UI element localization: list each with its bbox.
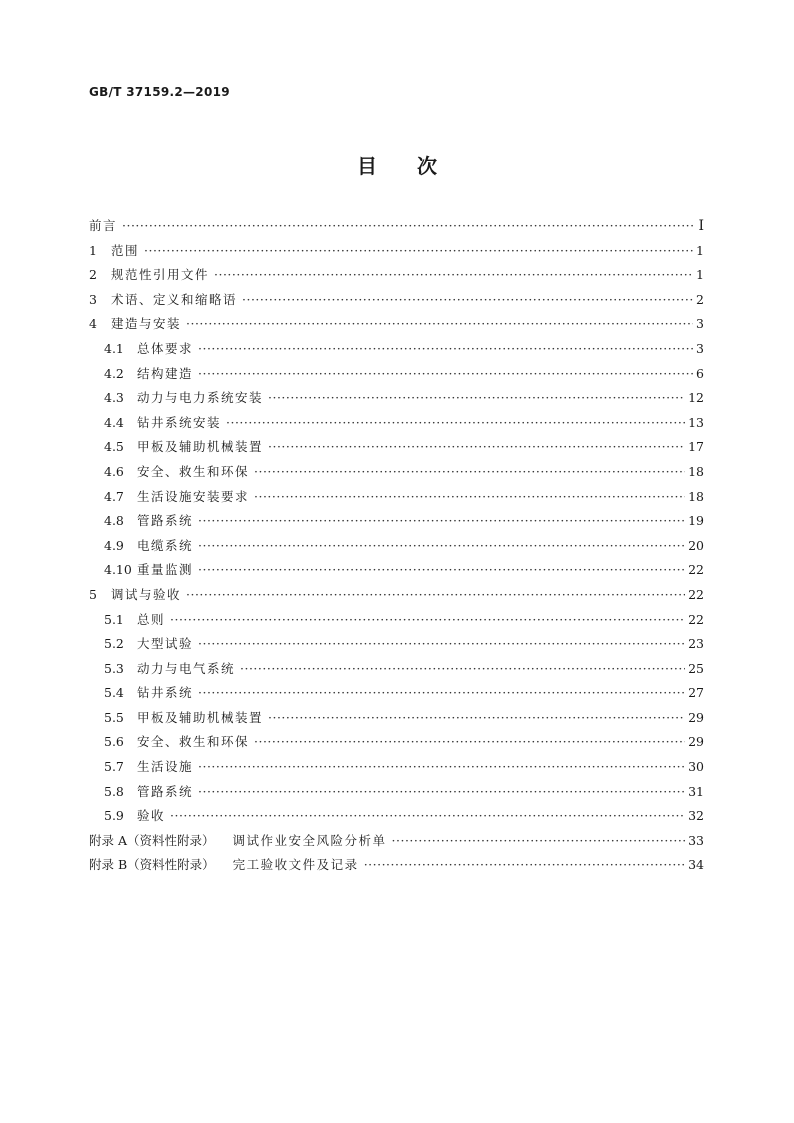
toc-entry-page-number: 23 [688, 636, 704, 652]
toc-entry-number: 4.3 [104, 390, 124, 406]
toc-entry-number: 4.5 [104, 439, 124, 455]
toc-dot-leader [254, 730, 685, 755]
toc-entry-label: 完工验收文件及记录 [232, 857, 359, 873]
toc-dot-leader [198, 780, 685, 805]
toc-entry-label: 安全、救生和环保 [137, 463, 250, 479]
toc-entry-number: 5 [89, 586, 97, 602]
toc-entry[interactable] [89, 804, 704, 829]
toc-dot-leader [198, 632, 685, 657]
toc-dot-leader [198, 534, 685, 559]
toc-entry-number: 4.6 [104, 463, 124, 479]
toc-entry-number: 4.10 [104, 562, 132, 578]
toc-entry-label: 结构建造 [137, 365, 194, 381]
toc-dot-leader [198, 509, 685, 534]
title-char-2: 次 [417, 154, 437, 178]
toc-entry[interactable] [89, 730, 704, 755]
toc-entry-number: 4.4 [104, 414, 124, 430]
toc-entry[interactable] [89, 608, 704, 633]
toc-entry-page-number: Ⅰ [698, 218, 704, 234]
toc-dot-leader [170, 608, 685, 633]
toc-entry-number: 2 [89, 267, 97, 283]
toc-entry-number: 4 [89, 316, 97, 332]
toc-entry-label: 动力与电力系统安装 [137, 390, 264, 406]
toc-entry[interactable] [89, 755, 704, 780]
toc-entry-label: 验收 [137, 808, 166, 824]
toc-entry-label: 生活设施 [137, 759, 194, 775]
toc-entry-page-number: 34 [688, 857, 704, 873]
toc-entry-number: 4.9 [104, 537, 124, 553]
toc-entry-label: 调试与验收 [111, 586, 182, 602]
toc-dot-leader [170, 804, 685, 829]
toc-entry-label: 大型试验 [137, 636, 194, 652]
toc-entry[interactable] [89, 386, 704, 411]
toc-entry-page-number: 31 [688, 783, 704, 799]
page-title [0, 150, 794, 179]
toc-dot-leader [226, 411, 685, 436]
toc-dot-leader [254, 485, 685, 510]
toc-entry-page-number: 27 [688, 685, 704, 701]
toc-entry-label: 范围 [111, 242, 140, 258]
toc-dot-leader [144, 239, 693, 264]
toc-entry-page-number: 17 [688, 439, 704, 455]
toc-entry-page-number: 3 [696, 316, 704, 332]
toc-dot-leader [268, 706, 685, 731]
toc-dot-leader [186, 583, 685, 608]
toc-entry-page-number: 6 [696, 365, 704, 381]
toc-entry-label: 甲板及辅助机械装置 [137, 439, 264, 455]
toc-entry-label: 调试作业安全风险分析单 [232, 832, 387, 848]
toc-entry-label: 管路系统 [137, 513, 194, 529]
title-char-1: 目 [357, 154, 377, 178]
toc-entry-number: 4.7 [104, 488, 124, 504]
standard-number: GB/T 37159.2—2019 [89, 85, 230, 99]
toc-entry-label: 生活设施安装要求 [137, 488, 250, 504]
toc-entry-label: 钻井系统 [137, 685, 194, 701]
table-of-contents [89, 214, 704, 878]
toc-dot-leader [198, 337, 693, 362]
toc-dot-leader [254, 460, 685, 485]
toc-entry-page-number: 22 [688, 611, 704, 627]
toc-entry-label: 总则 [137, 611, 166, 627]
toc-entry-page-number: 29 [688, 709, 704, 725]
toc-entry[interactable] [89, 460, 704, 485]
toc-entry-number: 1 [89, 242, 97, 258]
toc-entry-label: 管路系统 [137, 783, 194, 799]
toc-entry-label: 甲板及辅助机械装置 [137, 709, 264, 725]
toc-entry[interactable] [89, 312, 704, 337]
toc-dot-leader [198, 558, 685, 583]
toc-entry-label: 建造与安装 [111, 316, 182, 332]
toc-dot-leader [214, 263, 693, 288]
toc-entry[interactable] [89, 509, 704, 534]
toc-entry-page-number: 2 [696, 291, 704, 307]
toc-entry-page-number: 22 [688, 562, 704, 578]
toc-dot-leader [198, 681, 685, 706]
toc-entry-page-number: 29 [688, 734, 704, 750]
toc-entry-number: 4.2 [104, 365, 124, 381]
toc-entry-page-number: 12 [688, 390, 704, 406]
toc-dot-leader [364, 853, 685, 878]
toc-entry-page-number: 1 [696, 267, 704, 283]
toc-entry-label: 规范性引用文件 [111, 267, 210, 283]
toc-dot-leader [268, 435, 685, 460]
toc-entry-number: 5.7 [104, 759, 124, 775]
toc-entry[interactable] [89, 534, 704, 559]
toc-entry-number: 5.4 [104, 685, 124, 701]
toc-entry-page-number: 13 [688, 414, 704, 430]
toc-entry-label: 前言 [89, 218, 118, 233]
toc-entry-page-number: 30 [688, 759, 704, 775]
toc-entry-page-number: 1 [696, 242, 704, 258]
toc-entry-number: 5.9 [104, 808, 124, 824]
toc-entry-number: 5.2 [104, 636, 124, 652]
toc-entry-page-number: 22 [688, 586, 704, 602]
toc-entry[interactable] [89, 706, 704, 731]
toc-entry-label: 动力与电气系统 [137, 660, 236, 676]
toc-entry[interactable] [89, 583, 704, 608]
toc-dot-leader [198, 755, 685, 780]
toc-entry-label: 钻井系统安装 [137, 414, 222, 430]
toc-entry[interactable] [89, 681, 704, 706]
toc-entry-page-number: 19 [688, 513, 704, 529]
toc-entry-number: 附录 A（资料性附录） [89, 832, 215, 848]
toc-entry-page-number: 32 [688, 808, 704, 824]
toc-entry[interactable] [89, 337, 704, 362]
toc-entry-number: 5.1 [104, 611, 124, 627]
toc-entry[interactable] [89, 214, 704, 239]
toc-entry[interactable] [89, 435, 704, 460]
toc-entry-number: 5.3 [104, 660, 124, 676]
toc-dot-leader [122, 214, 693, 239]
toc-entry[interactable] [89, 239, 704, 264]
toc-entry-number: 4.8 [104, 513, 124, 529]
toc-dot-leader [392, 829, 686, 854]
toc-entry-label: 电缆系统 [137, 537, 194, 553]
toc-entry[interactable] [89, 362, 704, 387]
toc-entry[interactable] [89, 853, 704, 878]
toc-entry-label: 安全、救生和环保 [137, 734, 250, 750]
toc-entry-label: 重量监测 [137, 562, 194, 578]
toc-entry-label: 总体要求 [137, 340, 194, 356]
toc-dot-leader [198, 362, 693, 387]
toc-entry-page-number: 18 [688, 463, 704, 479]
toc-entry[interactable] [89, 411, 704, 436]
toc-dot-leader [268, 386, 685, 411]
toc-entry-page-number: 33 [688, 832, 704, 848]
toc-entry-number: 5.6 [104, 734, 124, 750]
toc-dot-leader [240, 657, 685, 682]
toc-entry[interactable] [89, 485, 704, 510]
toc-entry-number: 附录 B（资料性附录） [89, 857, 215, 873]
toc-entry[interactable] [89, 632, 704, 657]
toc-entry-page-number: 25 [688, 660, 704, 676]
toc-dot-leader [186, 312, 693, 337]
toc-entry[interactable] [89, 558, 704, 583]
toc-entry-page-number: 3 [696, 340, 704, 356]
toc-entry-number: 5.8 [104, 783, 124, 799]
toc-entry-page-number: 20 [688, 537, 704, 553]
toc-entry[interactable] [89, 288, 704, 313]
toc-entry[interactable] [89, 263, 704, 288]
toc-dot-leader [242, 288, 693, 313]
toc-entry-label: 术语、定义和缩略语 [111, 291, 238, 307]
toc-entry-number: 4.1 [104, 340, 124, 356]
toc-entry[interactable] [89, 780, 704, 805]
toc-entry[interactable] [89, 657, 704, 682]
toc-entry[interactable] [89, 829, 704, 854]
toc-entry-number: 3 [89, 291, 97, 307]
toc-entry-number: 5.5 [104, 709, 124, 725]
toc-entry-page-number: 18 [688, 488, 704, 504]
